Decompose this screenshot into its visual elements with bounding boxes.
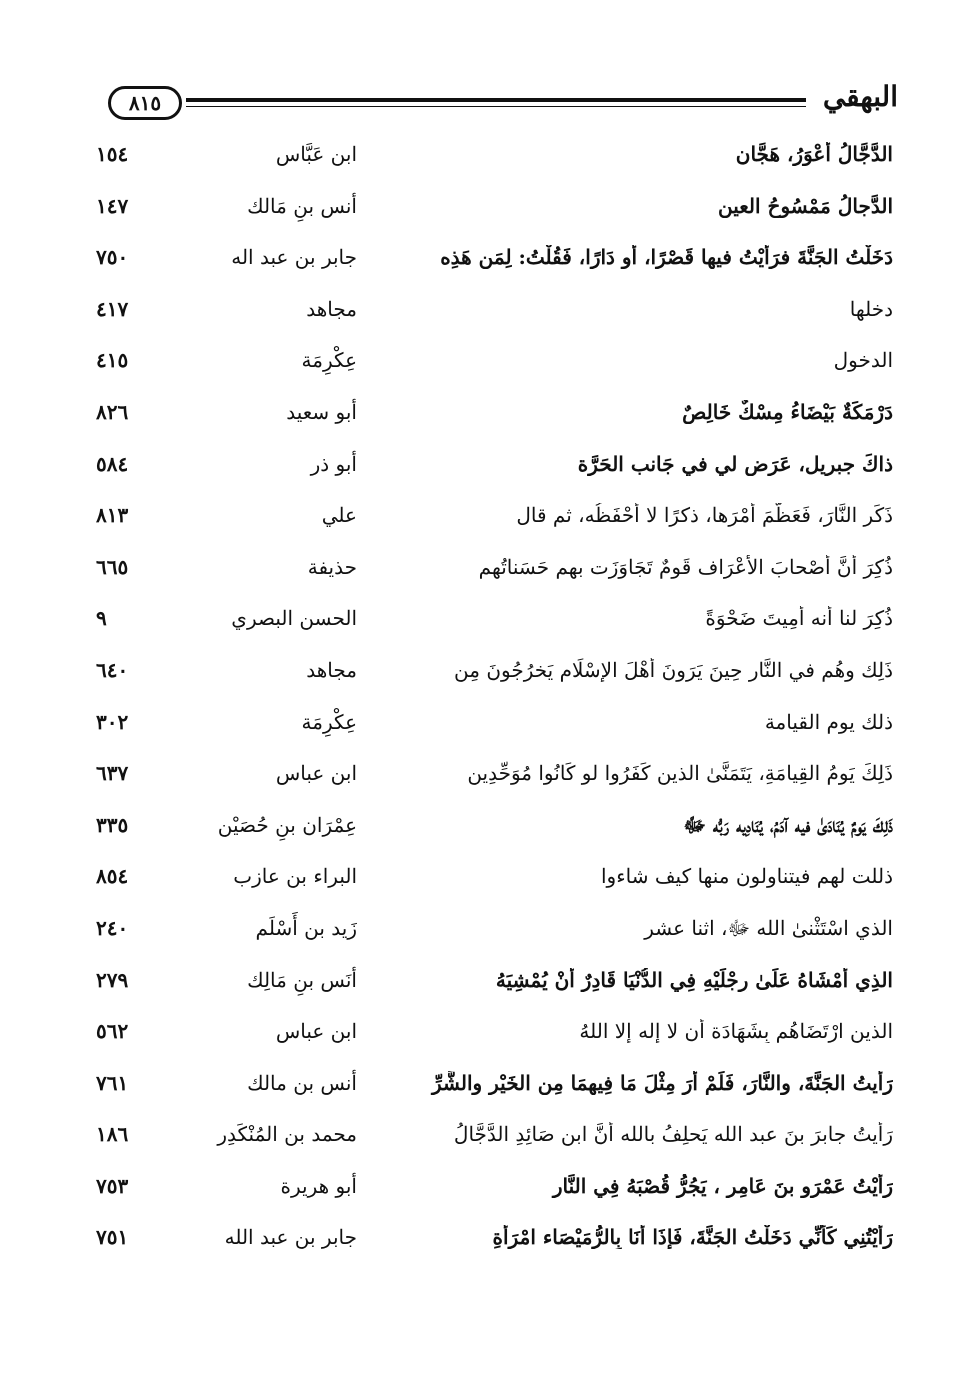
page-ref: ٨٥٤ bbox=[96, 864, 129, 889]
page-ref: ٣٣٥ bbox=[96, 812, 129, 837]
index-row bbox=[0, 598, 953, 650]
narrator: زَيد بن أَسْلَم bbox=[255, 915, 357, 940]
hadith-text: الدخول bbox=[833, 348, 893, 373]
page-ref: ١٨٦ bbox=[96, 1122, 129, 1147]
page-ref: ٢٤٠ bbox=[96, 915, 129, 940]
narrator: عِمْرَان بنِ حُصَيْن bbox=[217, 812, 357, 837]
hadith-text: الدَّجالُ مَمْسُوحُ العينِ bbox=[718, 193, 893, 218]
page-ref: ٩ bbox=[96, 606, 107, 631]
hadith-text: الذي اسْتَثْنىٰ الله ﷻ، اثنا عشر bbox=[644, 915, 893, 940]
hadith-text: ذَلِك وهُم في النَّارِ حِينَ يَرَونَ أَهْلَ الإِسْلَامِ يَخرُجُونَ مِن bbox=[454, 657, 893, 682]
index-row bbox=[0, 1011, 953, 1063]
narrator: أنَس بنِ مَالِك bbox=[247, 967, 357, 992]
hadith-text: ذلك يوم القيامة bbox=[764, 709, 893, 734]
index-row bbox=[0, 495, 953, 547]
hadith-text: دخلها bbox=[849, 296, 893, 321]
index-row bbox=[0, 1217, 953, 1269]
narrator: أبو سعيد bbox=[286, 399, 357, 424]
page-ref: ١٥٤ bbox=[96, 142, 129, 166]
header-rule bbox=[186, 98, 806, 102]
page-header bbox=[108, 76, 898, 132]
index-list bbox=[0, 134, 953, 1269]
index-row bbox=[0, 908, 953, 960]
narrator: علي bbox=[321, 503, 357, 528]
index-row bbox=[0, 650, 953, 702]
page-ref: ٨١٣ bbox=[96, 503, 129, 528]
hadith-text: الذين ارْتَضَاهُم بِشَهَادَة أَن لا إله إلا اللهُ bbox=[579, 1019, 893, 1044]
index-row bbox=[0, 960, 953, 1012]
page-ref: ٤١٥ bbox=[96, 348, 129, 373]
hadith-text: ذَلِكَ يَومٌ يُنَادَىٰ فيه آدَمُ، يُنَادِيه رَبُّه ﷻ bbox=[683, 812, 893, 837]
index-row bbox=[0, 805, 953, 857]
index-row bbox=[0, 702, 953, 754]
hadith-text: رَأيتُ جابرَ بنَ عبد الله يَحلِفُ بالله أَنَّ ابن صَائِدِ الدَّجَّالُ bbox=[453, 1122, 893, 1147]
hadith-text: ذَكَر النَّارَ، فَعَظَّمَ أَمْرَها، ذكرًا لا أَحْفَظُه، ثم قال bbox=[516, 503, 893, 528]
hadith-text: الدَّجَّالُ أعْوَرُ، هَجَّان bbox=[735, 142, 893, 166]
hadith-text: ذُكِرَ أنَّ أَصْحابَ الأعْرَاف قَومٌ تَجَاوَزَت بهم حَسَناتُهم bbox=[478, 554, 893, 579]
page-ref: ٦٣٧ bbox=[96, 761, 129, 786]
narrator: أبو هريرة bbox=[280, 1173, 357, 1198]
hadith-text: ذاكَ جبريل، عَرَض لي في جَانب الحَرَّة bbox=[577, 451, 893, 476]
narrator: جابر بن عبد اله bbox=[231, 245, 357, 270]
narrator: الحسن البصري bbox=[231, 606, 357, 631]
narrator: ابن عباس bbox=[275, 761, 357, 786]
narrator: حذيفة bbox=[307, 554, 357, 579]
hadith-text: دَرْمَكَةٌ بَيْضَاءُ مِسْكٌ خَالِصٌ bbox=[682, 399, 893, 424]
narrator: مجاهد bbox=[306, 657, 357, 682]
index-row bbox=[0, 1063, 953, 1115]
narrator: ابن عباس bbox=[275, 1019, 357, 1044]
page-ref: ٦٦٥ bbox=[96, 554, 129, 579]
narrator: جابر بن عبد الله bbox=[224, 1225, 357, 1250]
index-row bbox=[0, 340, 953, 392]
hadith-text: ذُكِرَ لنا أنه أُمِيتَ ضَحْوَةً bbox=[705, 606, 893, 631]
page-ref: ٣٠٢ bbox=[96, 709, 129, 734]
page-ref: ٨٢٦ bbox=[96, 399, 129, 424]
index-row bbox=[0, 392, 953, 444]
page-ref: ٧٥١ bbox=[96, 1225, 129, 1250]
header-rule-thin bbox=[186, 106, 806, 107]
index-row bbox=[0, 289, 953, 341]
narrator: أبو ذر bbox=[310, 451, 357, 476]
index-row bbox=[0, 856, 953, 908]
book-title: البهقي bbox=[822, 80, 898, 113]
page-ref: ٧٦١ bbox=[96, 1070, 129, 1095]
index-row bbox=[0, 1166, 953, 1218]
narrator: ابن عَبَّاس bbox=[275, 142, 357, 166]
hadith-text: ذَلِكَ يَومُ القِيامَةِ، يَتَمَنَّىٰ الذين كَفَرُوا لو كَانُوا مُوَحِّدِين bbox=[467, 761, 893, 786]
page-ref: ٦٤٠ bbox=[96, 657, 129, 682]
narrator: عِكْرِمَة bbox=[301, 709, 357, 734]
page-ref: ٥٨٤ bbox=[96, 451, 129, 476]
page-ref: ٥٦٢ bbox=[96, 1019, 129, 1044]
hadith-text: دَخَلْتُ الجَنَّةَ فرَأيْتُ فيها قَصْرًا، أو دَارًا، فَقُلْتُ: لِمَن هَذِه bbox=[440, 245, 893, 270]
narrator: البراء بن عازب bbox=[233, 864, 357, 889]
hadith-text: رَأَيْتُ عَمْرَو بنَ عَامِر ، يَجُرُّ قُصْبَهُ فِي النَّارِ bbox=[552, 1173, 893, 1198]
index-row bbox=[0, 753, 953, 805]
index-row bbox=[0, 1114, 953, 1166]
page-ref: ٢٧٩ bbox=[96, 967, 129, 992]
narrator: مجاهد bbox=[306, 296, 357, 321]
index-row bbox=[0, 547, 953, 599]
index-row bbox=[0, 134, 953, 186]
page-ref: ١٤٧ bbox=[96, 193, 129, 218]
narrator: محمد بن المُنْكَدِر bbox=[217, 1122, 357, 1147]
page-number-frame bbox=[108, 86, 182, 120]
hadith-text: الذِي أَمْشَاهُ عَلَىٰ رِجْلَيْهِ فِي الدُّنْيَا قَادِرٌ أَنْ يُمْشِيَهُ bbox=[495, 967, 893, 992]
narrator: عِكْرِمَة bbox=[301, 348, 357, 373]
narrator: أنس بن مالك bbox=[247, 1070, 357, 1095]
page-number: ٨١٥ bbox=[128, 91, 162, 115]
hadith-text: رَأَيْتُنِي كَأَنِّي دَخَلْتُ الجَنَّةَ، فَإِذَا أَنَا بِالرُّمَيْصَاء امْرَأَةِ bbox=[492, 1225, 893, 1250]
hadith-text: ذللت لهم فيتناولون منها كيف شاءوا bbox=[601, 864, 893, 889]
narrator: أنس بنِ مَالك bbox=[247, 193, 357, 218]
index-row bbox=[0, 237, 953, 289]
page-ref: ٧٥٠ bbox=[96, 245, 129, 270]
index-row bbox=[0, 186, 953, 238]
page-ref: ٧٥٣ bbox=[96, 1173, 129, 1198]
page-ref: ٤١٧ bbox=[96, 296, 129, 321]
index-row bbox=[0, 444, 953, 496]
hadith-text: رَأَيتُ الجَنَّةَ، والنَّارَ، فَلَمْ أَرَ مِثْلَ مَا فِيهِمَا مِن الخَيْرِ والشَّرِّ bbox=[431, 1070, 893, 1095]
